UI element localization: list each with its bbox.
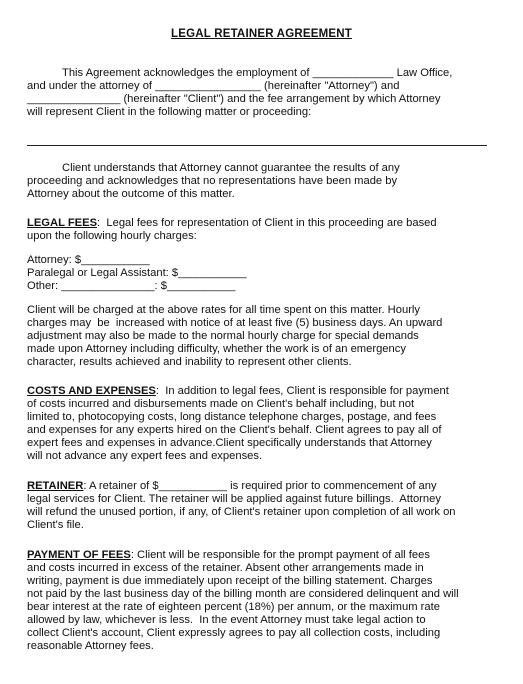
costs-first-line: [27, 385, 449, 398]
retainer-text: : A retainer of $___________ is required prior to commencement of any: [83, 480, 437, 492]
intro-line: will represent Client in the following matter or proceeding:: [27, 106, 312, 118]
payment-line: not paid by the last business day of the billing month are considered delinquent and will: [27, 588, 459, 600]
retainer-heading: RETAINER: [27, 480, 84, 492]
retainer-line: will refund the unused portion, if any, of Client's retainer upon completion of all work on: [27, 506, 456, 518]
intro-line: _______________ (hereinafter "Client") and the fee arrangement by which Attorney: [27, 93, 441, 105]
charges-line: character, results achieved and inability to represent other clients.: [27, 356, 352, 368]
rate-other: Other: _______________: $___________: [27, 280, 236, 292]
charges-line: Client will be charged at the above rates for all time spent on this matter. Hourly: [27, 304, 420, 316]
payment-line: writing, payment is due immediately upon receipt of the billing statement. Charges: [27, 575, 433, 587]
costs-line: of costs incurred and disbursements made on Client's behalf including, but not: [27, 398, 415, 410]
payment-text: : Client will be responsible for the prompt payment of all fees: [130, 549, 430, 561]
charges-line: made upon Attorney including difficulty, whether the work is of an emergency: [27, 343, 406, 355]
charges-line: adjustment may also be made to the normal hourly charge for special demands: [27, 330, 419, 342]
guarantee-line: Attorney about the outcome of this matter.: [27, 188, 235, 200]
guarantee-line: proceeding and acknowledges that no representations have been made by: [27, 175, 398, 187]
payment-heading: PAYMENT OF FEES: [27, 549, 131, 561]
legal-fees-heading: LEGAL FEES: [27, 217, 98, 229]
retainer-line: legal services for Client. The retainer will be applied against future billings. Attorney: [27, 493, 441, 505]
intro-line: and under the attorney of _________________ (hereinafter "Attorney") and: [27, 80, 400, 92]
costs-line: and expenses for any experts hired on the Client's behalf. Client agrees to pay all of: [27, 424, 442, 436]
intro-line: This Agreement acknowledges the employment of _____________ Law Office,: [62, 67, 453, 79]
legal-fees-text: : Legal fees for representation of Client in this proceeding are based: [97, 217, 437, 229]
payment-first-line: [27, 549, 430, 562]
payment-line: allowed by law, whichever is less. In the event Attorney must take legal action to: [27, 614, 426, 626]
payment-line: and costs incurred in excess of the retainer. Absent other arrangements made in: [27, 562, 424, 574]
charges-line: charges may be increased with notice of at least five (5) business days. An upward: [27, 317, 443, 329]
retainer-first-line: [27, 480, 437, 493]
costs-heading: COSTS AND EXPENSES: [27, 385, 156, 397]
legal-fees-first-line: [27, 217, 437, 230]
costs-line: expert fees and expenses in advance.Client specifically understands that Attorney: [27, 437, 432, 449]
payment-line: collect Client's account, Client expressly agrees to pay all collection costs, including: [27, 627, 441, 639]
retainer-line: Client's file.: [27, 519, 84, 531]
payment-line: reasonable Attorney fees.: [27, 640, 154, 652]
costs-line: limited to, photocopying costs, long distance telephone charges, postage, and fees: [27, 411, 437, 423]
document-title: LEGAL RETAINER AGREEMENT: [171, 28, 352, 40]
payment-line: bear interest at the rate of eighteen percent (18%) per annum, or the maximum rate: [27, 601, 440, 613]
legal-fees-line: upon the following hourly charges:: [27, 230, 197, 242]
matter-blank-line: [27, 145, 487, 146]
costs-text: : In addition to legal fees, Client is responsible for payment: [155, 385, 449, 397]
guarantee-line: Client understands that Attorney cannot guarantee the results of any: [62, 162, 400, 174]
rate-attorney: Attorney: $___________: [27, 254, 150, 266]
rate-paralegal: Paralegal or Legal Assistant: $___________: [27, 267, 247, 279]
costs-line: will not advance any expert fees and expenses.: [27, 450, 263, 462]
